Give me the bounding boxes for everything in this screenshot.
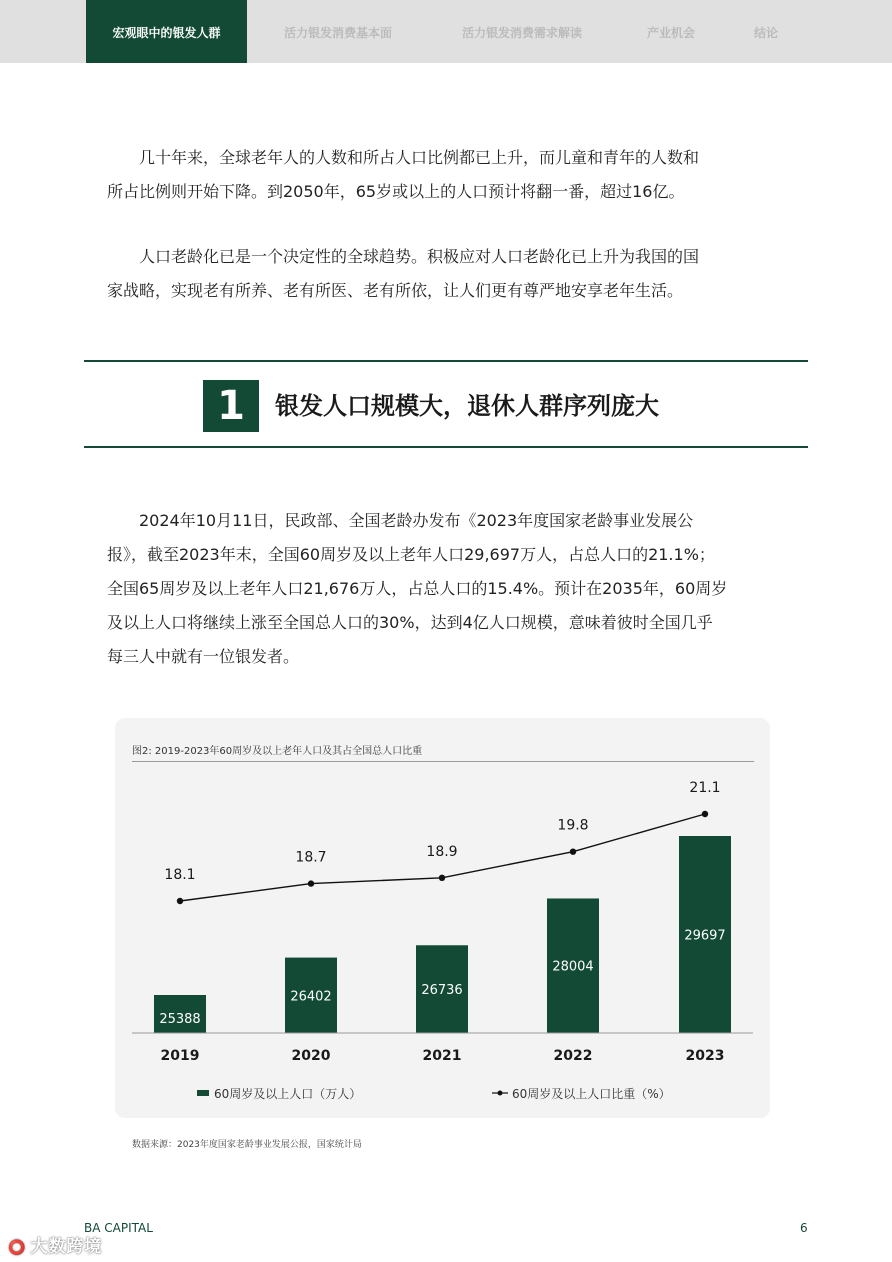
watermark-text: 大数跨境 (30, 1237, 103, 1257)
x-tick-label-2021: 2021 (422, 1048, 462, 1064)
x-tick-label-2019: 2019 (160, 1048, 200, 1064)
ratio-label-2022: 19.8 (557, 817, 589, 834)
ratio-label-2021: 18.9 (426, 843, 458, 860)
intro-p2-line1: 人口老龄化已是一个决定性的全球趋势。积极应对人口老龄化已上升为我国的国 (139, 247, 700, 266)
bar-value-label-2020: 26402 (290, 989, 332, 1005)
ratio-point-2020 (308, 880, 314, 886)
ratio-point-2021 (439, 875, 445, 881)
tab-conclusion[interactable]: 结论 (753, 26, 778, 40)
bar-value-label-2022: 28004 (552, 959, 594, 975)
ratio-label-2019: 18.1 (164, 867, 196, 883)
legend-bar-swatch (197, 1090, 209, 1096)
section-bottom-rule (84, 446, 808, 448)
ratio-label-2023: 21.1 (689, 780, 721, 796)
x-tick-label-2023: 2023 (685, 1048, 725, 1064)
ratio-point-2019 (177, 898, 183, 904)
section-title: 银发人口规模大，退休人群序列庞大 (275, 392, 659, 420)
body-paragraph (107, 504, 791, 674)
body-line-4: 及以上人口将继续上涨至全国总人口的30%，达到4亿人口规模，意味着彼时全国几乎 (107, 613, 713, 632)
tab-macro-silver-population[interactable]: 宏观眼中的银发人群 (86, 0, 247, 63)
tab-industry-opportunities[interactable]: 产业机会 (646, 26, 695, 40)
top-navigation (0, 0, 892, 63)
intro-paragraph-1 (107, 141, 791, 209)
x-tick-label-2020: 2020 (291, 1048, 331, 1064)
tab-silver-consumption-demand[interactable]: 活力银发消费需求解读 (461, 26, 582, 40)
watermark-logo-icon: ⭕ (8, 1240, 27, 1256)
bar-value-label-2019: 25388 (159, 1012, 201, 1027)
footer-brand: BA CAPITAL (84, 1221, 153, 1235)
body-line-5: 每三人中就有一位银发者。 (107, 647, 300, 666)
bar-value-label-2021: 26736 (421, 983, 463, 999)
body-line-3: 全国65周岁及以上老年人口21,676万人，占总人口的15.4%。预计在2035年，60周岁 (107, 579, 728, 598)
population-chart (115, 718, 770, 1118)
ratio-point-2023 (702, 811, 708, 817)
page-number: 6 (800, 1221, 808, 1235)
tab-silver-consumption-basics[interactable]: 活力银发消费基本面 (283, 26, 392, 40)
body-line-2: 报》，截至2023年末，全国60周岁及以上老年人口29,697万人，占总人口的21.1%； (107, 545, 715, 564)
legend-line-marker (498, 1091, 503, 1096)
intro-p1-line1: 几十年来，全球老年人的人数和所占人口比例都已上升，而儿童和青年的人数和 (139, 148, 700, 167)
legend-line-label: 60周岁及以上人口比重（%） (512, 1087, 671, 1101)
intro-p1-line2: 所占比例则开始下降。到2050年，65岁或以上的人口预计将翻一番，超过16亿。 (107, 182, 685, 201)
bar-value-label-2023: 29697 (684, 928, 726, 944)
ratio-label-2020: 18.7 (295, 849, 327, 866)
section-top-rule (84, 360, 808, 362)
intro-paragraph-2 (107, 240, 791, 308)
x-tick-label-2022: 2022 (553, 1048, 593, 1064)
source-note: 数据来源：2023年度国家老龄事业发展公报，国家统计局 (132, 1140, 362, 1150)
chart-title: 图2: 2019-2023年60周岁及以上老年人口及其占全国总人口比重 (132, 746, 423, 757)
watermark (8, 1232, 102, 1257)
intro-p2-line2: 家战略，实现老有所养、老有所医、老有所依，让人们更有尊严地安享老年生活。 (107, 281, 684, 300)
ratio-point-2022 (570, 849, 576, 855)
legend-bar-label: 60周岁及以上人口（万人） (214, 1087, 362, 1101)
body-line-1: 2024年10月11日，民政部、全国老龄办发布《2023年度国家老龄事业发展公 (139, 511, 694, 530)
section-number-badge: 1 (203, 380, 259, 432)
